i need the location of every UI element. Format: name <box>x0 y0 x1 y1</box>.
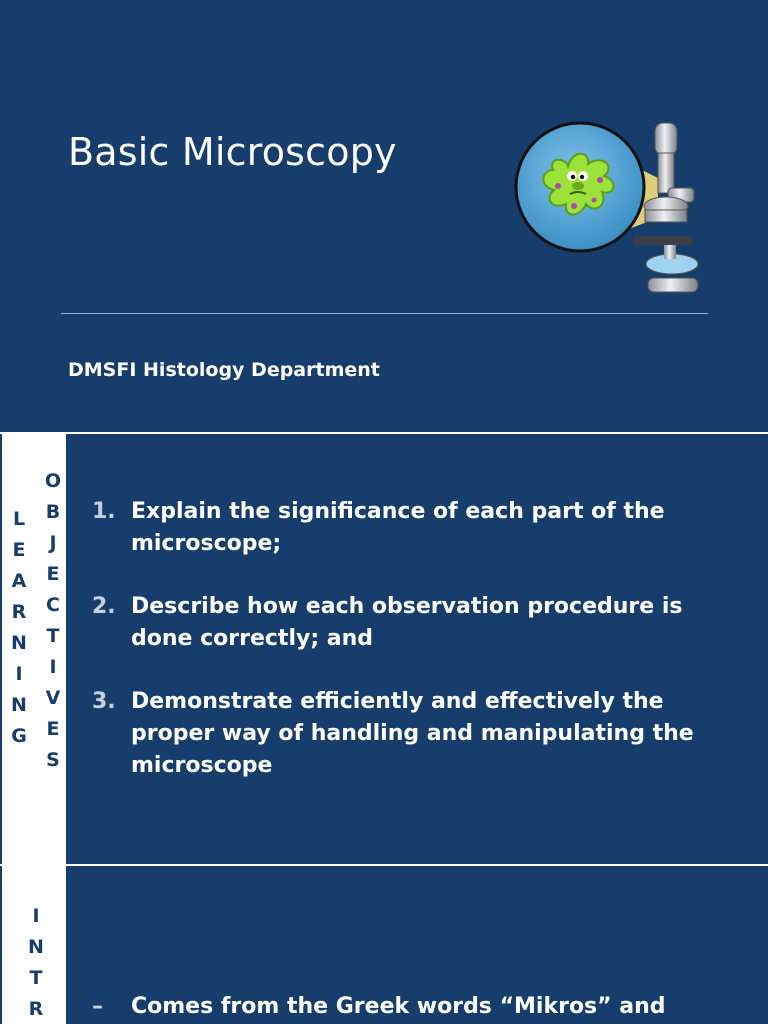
bullet-dash: – <box>92 994 103 1019</box>
vertical-sidebar <box>0 866 66 1024</box>
objective-text: Demonstrate efficiently and effectively the proper way of handling and manipulating the microscope <box>131 689 694 778</box>
sidebar-letter: S <box>46 749 60 771</box>
germ-icon <box>516 123 644 251</box>
sidebar-letter: I <box>15 663 23 685</box>
divider-line <box>61 313 708 314</box>
sidebar-letter: C <box>46 594 60 616</box>
sidebar-letter: L <box>12 508 26 530</box>
sidebar-letter: E <box>46 563 60 585</box>
sidebar-letter: I <box>32 905 40 927</box>
sidebar-letter: N <box>28 936 44 958</box>
intro-text: Comes from the Greek words “Mikros” and <box>131 994 666 1019</box>
sidebar-letter: N <box>11 632 27 654</box>
objectives-slide <box>0 434 768 864</box>
objective-item <box>92 496 712 560</box>
sidebar-letter: E <box>12 539 26 561</box>
sidebar-word-introduction <box>26 901 46 1024</box>
objective-number: 2. <box>92 594 116 619</box>
introduction-slide <box>0 866 768 1024</box>
intro-bullet <box>92 994 666 1019</box>
objective-number: 3. <box>92 689 116 714</box>
sidebar-letter: A <box>11 570 27 592</box>
sidebar-letter: T <box>46 625 60 647</box>
sidebar-letter: G <box>11 725 27 747</box>
objective-text: Explain the significance of each part of the microscope; <box>131 499 665 556</box>
slide-title: Basic Microscopy <box>68 130 397 174</box>
objectives-list <box>92 496 712 813</box>
sidebar-letter: R <box>28 998 44 1020</box>
sidebar-letter: V <box>45 687 61 709</box>
sidebar-letter: N <box>11 694 27 716</box>
objective-number: 1. <box>92 499 116 524</box>
sidebar-letter: R <box>11 601 27 623</box>
title-slide <box>0 0 768 432</box>
sidebar-letter: I <box>49 656 57 678</box>
objective-item <box>92 686 712 782</box>
objective-text: Describe how each observation procedure is done correctly; and <box>131 594 683 651</box>
sidebar-word-learning <box>9 504 29 752</box>
sidebar-word-objectives <box>43 466 63 776</box>
vertical-sidebar <box>0 434 66 864</box>
sidebar-letter: B <box>45 501 61 523</box>
microscope-icon <box>508 118 708 308</box>
objective-item <box>92 591 712 655</box>
sidebar-letter: T <box>29 967 43 989</box>
sidebar-letter: O <box>44 470 62 492</box>
sidebar-letter: E <box>46 718 60 740</box>
slide-subtitle: DMSFI Histology Department <box>68 359 380 381</box>
sidebar-letter: J <box>49 532 57 554</box>
